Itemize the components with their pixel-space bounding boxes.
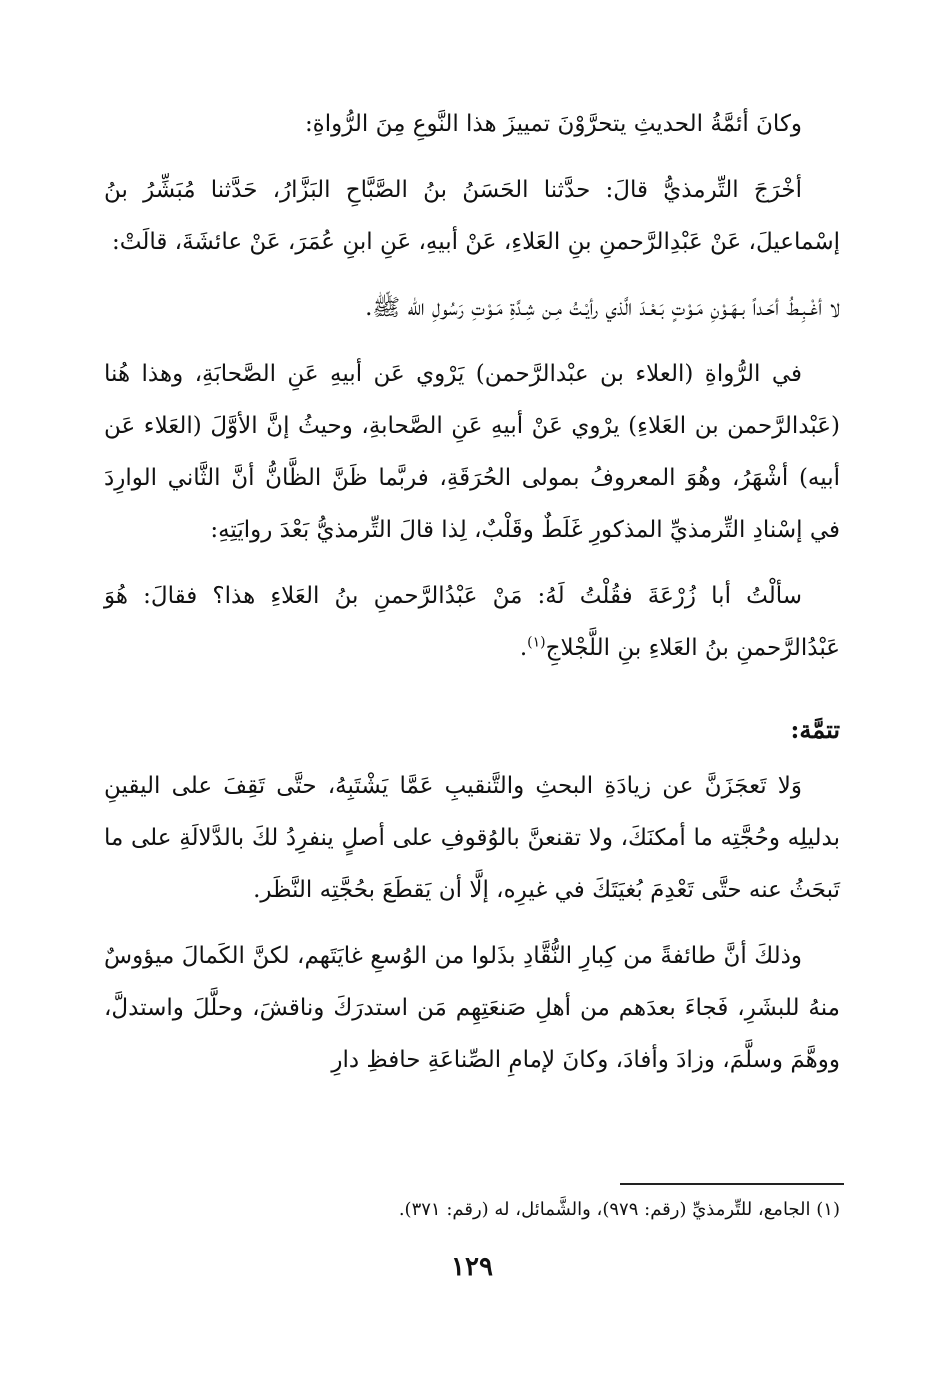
section-heading: تتمَّة:	[790, 715, 840, 744]
research-paragraph: وَلا تَعجَزَنَّ عن زيادَةِ البحثِ والتَّنقيبِ عَمَّا يَشْتَبِهُ، حتَّى تَقِفَ على اليقينِ بدليلِه وحُجَّتِه ما أمكنَكَ، ولا تقنعنَّ بالوُقوفِ على أصلٍ ينفرِدُ لكَ بالدَّلالَةِ على ما تَبحَثُ عنه حتَّى تَعْدِمَ بُغيَتَكَ في غيرِه، إلَّا أن يَقطَعَ بحُجَّتِه النَّظَر.	[104, 773, 840, 903]
page-body	[104, 98, 840, 1100]
abu-zura-paragraph	[104, 570, 840, 674]
aisha-quote: لا أغْـبِـطُ أحَـداً بـهَـوْنِ مَـوْتٍ بَـعْـدَ الَّذي رأيْـتُ مِـن شِـدَّةِ مَـوْتِ رَسُولِ الله ﷺ.	[365, 295, 840, 321]
intro-paragraph: وكانَ أئمَّةُ الحديثِ يتحرَّوْنَ تمييزَ هذا النَّوعِ مِنَ الرُّواةِ:	[304, 111, 802, 137]
tirmidhi-isnad-paragraph: أخْرَجَ التِّرمذيُّ قالَ: حدَّثنا الحَسَنُ بنُ الصَّبَّاحِ البَزَّارُ، حَدَّثنا مُبَشِّرُ بنُ إسْماعيلَ، عَنْ عَبْدِالرَّحمنِ بنِ العَلاءِ، عَنْ أبيهِ، عَنِ ابنِ عُمَرَ، عَنْ عائشَةَ، قالَتْ:	[104, 177, 840, 255]
narrators-paragraph: في الرُّواةِ (العلاء بن عبْدالرَّحمن) يَرْوي عَن أبيهِ عَنِ الصَّحابَةِ، وهذا هُنا (عَبْدالرَّحمن بن العَلاءِ) يرْوي عَنْ أبيهِ عَنِ الصَّحابةِ، وحيثُ إنَّ الأوَّلَ (العَلاء عَن أبيه) أشْهَرُ، وهُوَ المعروفُ بمولى الحُرَقَةِ، فربَّما ظَنَّ الظَّانُّ أنَّ الثَّاني الوارِدَ في إسْنادِ التِّرمذيِّ المذكورِ غَلَطٌ وقَلْبٌ، لِذا قالَ التِّرمذيُّ بَعْدَ روايَتِهِ:	[104, 361, 840, 543]
abu-zura-period: .	[519, 635, 528, 661]
abu-zura-text: سألْتُ أبا زُرْعَةَ فقُلْتُ لَهُ: مَنْ عَبْدُالرَّحمنِ بنُ العَلاءِ هذا؟ فقالَ: هُوَ عَبْدُالرَّحمنِ بنُ العَلاءِ بنِ اللَّجْلاجِ	[104, 583, 840, 661]
footnote-divider	[620, 1183, 844, 1185]
page-number: ١٢٩	[451, 1252, 493, 1282]
critics-paragraph: وذلكَ أنَّ طائفةً من كِبارِ النُّقَّادِ بذَلوا من الوُسعِ غايَتَهم، لكنَّ الكَمالَ ميؤوسٌ منهُ للبشَرِ، فَجاءَ بعدَهم من أهلِ صَنعَتِهِم مَن استدرَكَ وناقشَ، وحلَّلَ واستدلَّ، ووهَّمَ وسلَّمَ، وزادَ وأفادَ، وكانَ لإمامِ الصِّناعَةِ حافظِ دارِ	[104, 943, 840, 1073]
footnote: (١) الجامع، للتِّرمذيِّ (رقم: ٩٧٩)، والشَّمائل، له (رقم: ٣٧١).	[398, 1199, 840, 1220]
footnote-marker: (١)	[527, 634, 546, 651]
